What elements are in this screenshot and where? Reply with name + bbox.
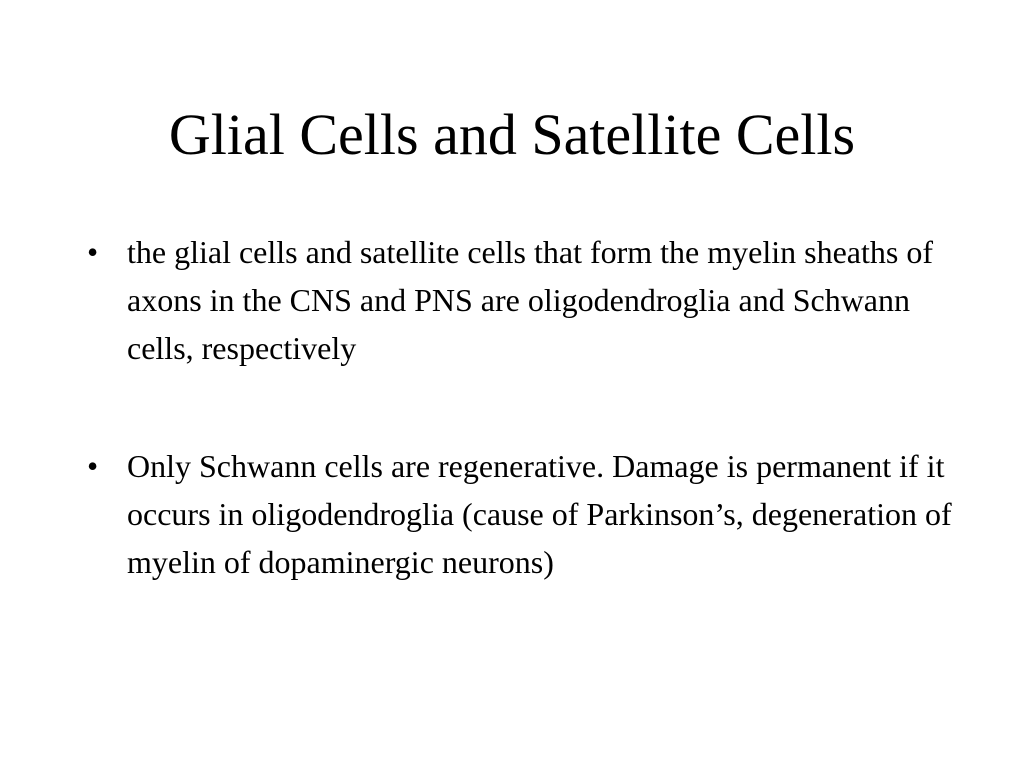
bullet-list — [87, 228, 957, 586]
bullet-marker: • — [87, 234, 99, 270]
slide-title: Glial Cells and Satellite Cells — [168, 102, 856, 167]
bullet-marker: • — [87, 448, 99, 484]
bullet-text: the glial cells and satellite cells that form the myelin sheaths of axons in the CNS and PNS are oligodendroglia and Schwann cells, respectively — [127, 234, 933, 366]
bullet-item — [87, 228, 957, 372]
bullet-item — [87, 442, 957, 586]
bullet-text: Only Schwann cells are regenerative. Damage is permanent if it occurs in oligodendroglia (cause of Parkinson’s, degeneration of myelin of dopaminergic neurons) — [127, 448, 952, 580]
